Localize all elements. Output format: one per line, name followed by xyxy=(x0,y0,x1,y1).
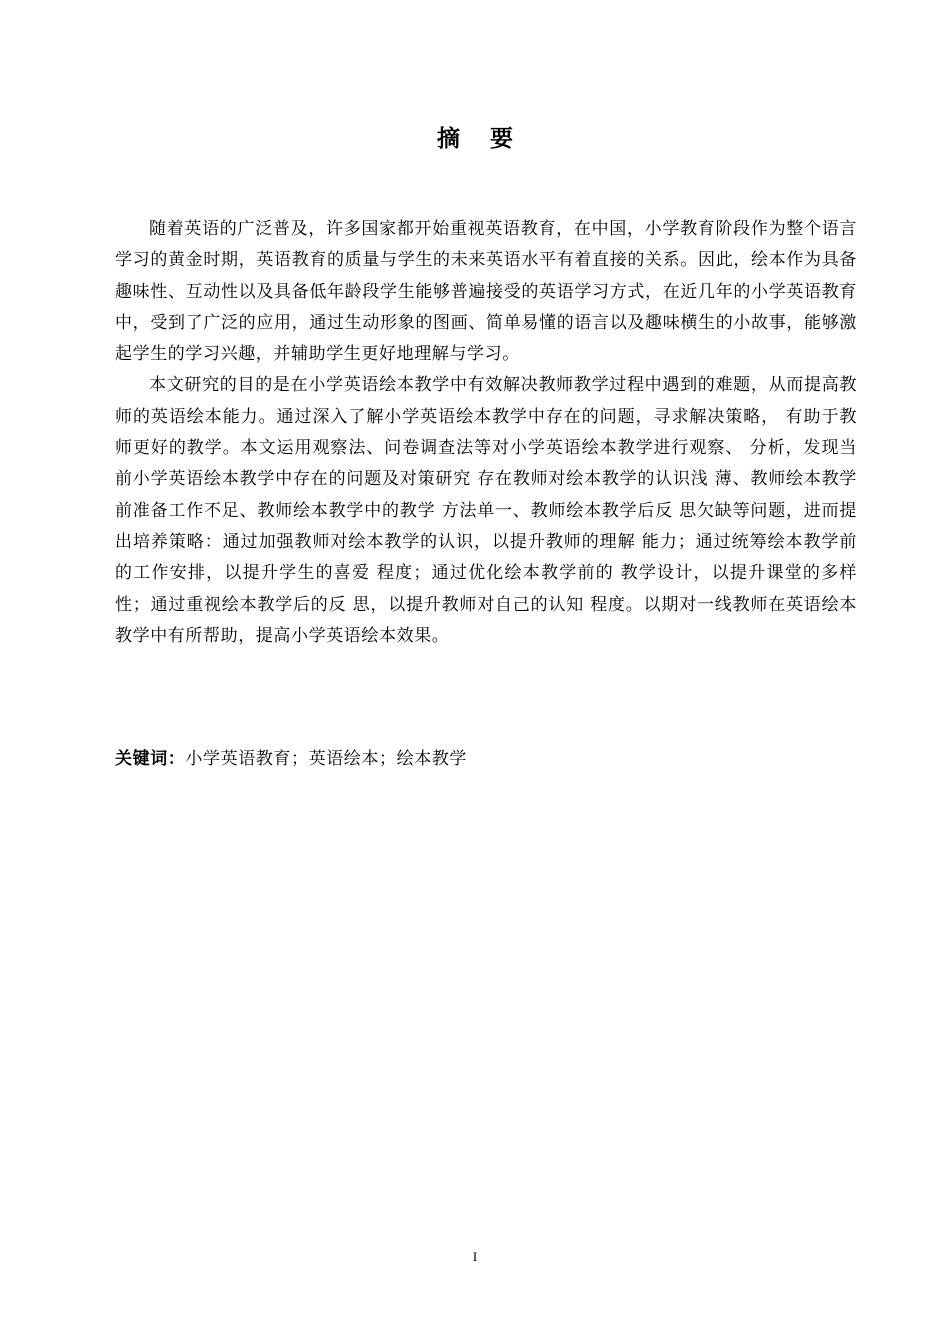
abstract-paragraph-1: 随着英语的广泛普及，许多国家都开始重视英语教育，在中国，小学教育阶段作为整个语言学习的黄金时期，英语教育的质量与学生的未来英语水平有着直接的关系。因此，绘本作为具备趣味性、互动性以及具备低年龄段学生能够普遍接受的英语学习方式，在近几年的小学英语教育中，受到了广泛的应用，通过生动形象的图画、简单易懂的语言以及趣味横生的小故事，能够激起学生的学习兴趣，并辅助学生更好地理解与学习。 xyxy=(115,219,857,365)
page-number: I xyxy=(472,1249,478,1264)
keywords-line xyxy=(115,744,857,775)
keywords-value: 小学英语教育；英语绘本；绘本教学 xyxy=(185,749,468,769)
abstract-body xyxy=(115,214,857,652)
abstract-paragraph-2: 本文研究的目的是在小学英语绘本教学中有效解决教师教学过程中遇到的难题，从而提高教师的英语绘本能力。通过深入了解小学英语绘本教学中存在的问题，寻求解决策略， 有助于教师更好的教学。本文运用观察法、问卷调查法等对小学英语绘本教学进行观察、 分析，发现当前小学英语绘本教学中存在的问题及对策研究 存在教师对绘本教学的认识浅 薄、教师绘本教学前准备工作不足、教师绘本教学中的教学 方法单一、教师绘本教学后反 思欠缺等问题，进而提出培养策略：通过加强教师对绘本教学的认识，以提升教师的理解 能力；通过统筹绘本教学前的工作安排，以提升学生的喜爱 程度；通过优化绘本教学前的 教学设计，以提升课堂的多样性；通过重视绘本教学后的反 思，以提升教师对自己的认知 程度。以期对一线教师在英语绘本教学中有所帮助，提高小学英语绘本效果。 xyxy=(115,375,857,646)
keywords-label: 关键词： xyxy=(115,749,186,769)
abstract-title: 摘要 xyxy=(437,126,543,152)
